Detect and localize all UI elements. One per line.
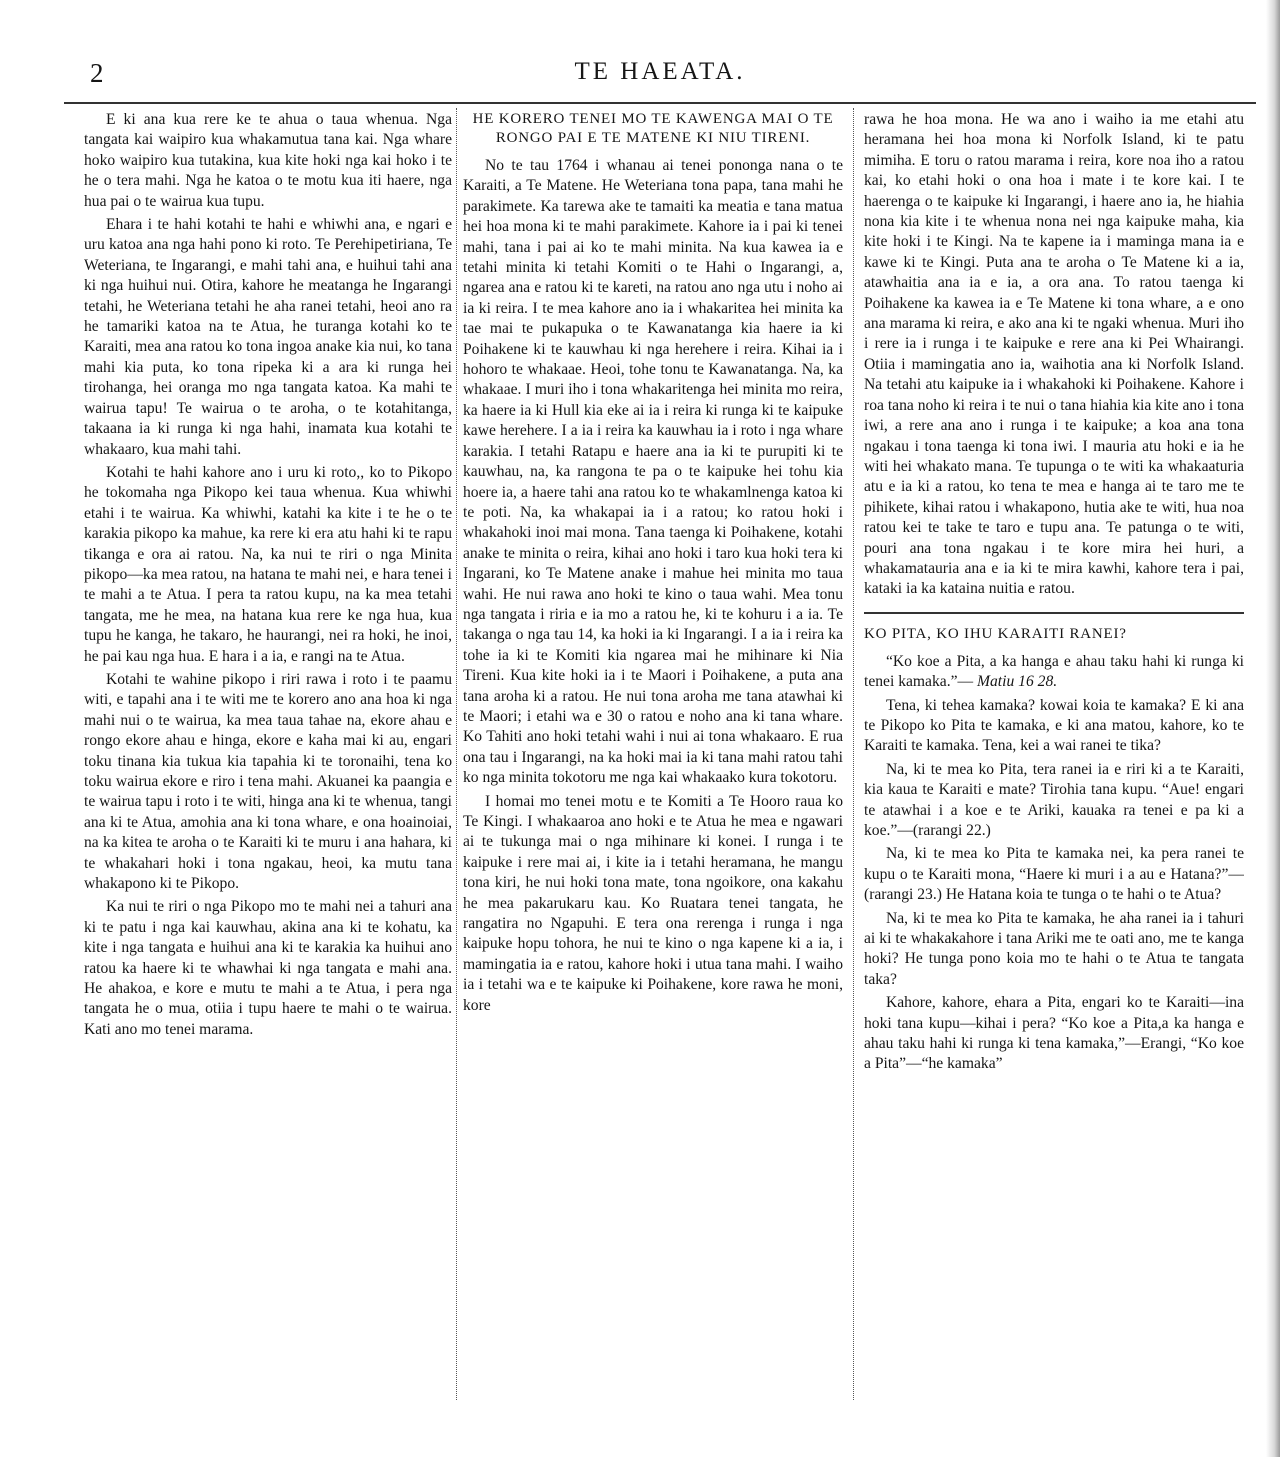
header-rule [64, 102, 1256, 104]
page-header [60, 58, 1260, 98]
article-paragraph: Na, ki te mea ko Pita, tera ranei ia e riri ki a te Karaiti, kia kaua te Karaiti e mate? Tirohia tana kupu. “Aue! engari te atawhai i a koe e te Ariki, kauaka ra tenei e pa ki a koe.”—(rarangi 22.) [864, 760, 1244, 839]
article-paragraph: Ehara i te hahi kotahi te hahi e whiwhi ana, e ngari e uru katoa ana nga hahi pono ki roto. Te Perehipetiriana, Te Weteriana, te Ingarangi, e mahi tahi ana, e huihui tahi ana ki nga huihui nui. Otira, kahore he meatanga he Ingarangi tetahi, he Weteriana tetahi he aha ranei tetahi, heoi ano ra he tamariki katoa na te Atua, he turanga kotahi ko te Karaiti, mea ana ratou ko tona ingoa anake kia nui, ko tana mahi kia puta, ko tona ripeka ki a ara ki runga hei tirohanga, hei oranga mo nga tangata katoa. Ka mahi te wairua tapu! Te wairua o te aroha, o te kotahitanga, takaana ia ki runga ki nga hahi, inamata kua kotahi te whakaaro, kua mahi tahi. [84, 216, 452, 458]
page-edge-shadow [1266, 0, 1280, 1457]
column-right [864, 110, 1244, 1410]
article-headline: HE KORERO TENEI MO TE KAWENGA MAI O TE RONGO PAI E TE MATENE KI NIU TIRENI. [472, 111, 834, 146]
article-headline: KO PITA, KO IHU KARAITI RANEI? [864, 625, 1127, 642]
column-divider [853, 108, 854, 1400]
article-paragraph: E ki ana kua rere ke te ahua o taua whenua. Nga tangata kai waipiro kua whakamutua tana kai. Nga whare hoko waipiro kua tutakina, kua kite hoki nga kai hoko i te he o tera mahi. Nga he katoa o te motu kua iti haere, nga hua pai o te wairua kua tupu. [84, 111, 452, 210]
quote-reference: Matiu 16 28. [977, 673, 1058, 691]
column-middle [463, 110, 843, 1410]
article-paragraph: Tena, ki tehea kamaka? kowai koia te kamaka? E ki ana te Pikopo ko Pita te kamaka, e ki ana matou, kahore, ko te Karaiti te kamaka. Tena, kei a wai ranei te tika? [864, 696, 1244, 755]
scripture-quote [864, 652, 1244, 693]
article-paragraph: Kotahi te wahine pikopo i riri rawa i roto i te paamu witi, e tapahi ana i te witi me te korero ano ana hoa ki nga mahi nui o te wairua, ka mea taua tahae na, ekore ahau e rongo ekore ahau e hinga, ekore e kaha mai ki au, engari toku tinana kia tukua kia tapahia ki te toronaihi, tena ko toku wairua ekore e riro i tena mahi. Akuanei ka paangia e te wairua tapu i roto i te witi, hinga ana ki te whenua, tangi ana ki te Atua, amohia ana ki tona whare, e ona hoainoiai, na ka kitea te aroha o te Karaiti ki te muru i ana hahara, ki te whakahari hoki i tona ngakau, heoi, ka mutu tana whakapono ki te Pikopo. [84, 670, 452, 893]
page-number: 2 [90, 58, 104, 88]
section-divider [864, 612, 1244, 614]
article-paragraph: I homai mo tenei motu e te Komiti a Te Hooro raua ko Te Kingi. I whakaaroa ano hoki e te Atua he mea e ngawari ai te tukunga mai o nga mihinare ki konei. I runga i te kaipuke i rere mai ai, i kite ia i tetahi heramana, he mangu tona kiri, he nui hoki tona mate, tona ngoikore, ona kakahu he mea pakarukaru kau. Ko Ruatara tenei tangata, he rangatira no Ngapuhi. E tera ona rerenga i runga i nga kaipuke hopu tohora, he nui te kino o nga kapene ki a ia, i mamingatia ia e ratou, kahore hoki i utua tana mahi. I waiho ia i tetahi wa e te kaipuke ki Poihakene, kore rawa he moni, kore [463, 792, 843, 1014]
article-paragraph: rawa he hoa mona. He wa ano i waiho ia me etahi atu heramana hei hoa mona ki Norfolk Island, ki te patu mimiha. E toru o ratou marama i reira, kore noa iho a ratou kai, ko etahi hoki o ona hoa i mate i te kore kai. I te haerenga o te kaipuke ki Ingarangi, i haere ano ia, he hiahia nona kia kite i te whenua nona nei nga kaipuke maha, kia kite hoki i te Kingi. Na te kapene ia i maminga mana ia e kawe ki te Kingi. Puta ana te aroha o Te Matene ki a ia, atawhaitia ana ia e ia, a ora ana. To ratou taenga ki Poihakene ka kawea ia e Te Matene ki tona whare, a e ono ana marama ki reira, e ako ana ki te ngaki whenua. Muri iho i rere ia i runga i te kaipuke e rere ana ki Pei Whairangi. Otiia i mamingatia ano ia, waihotia ana ki Norfolk Island. Na tetahi atu kaipuke ia i whakahoki ki Poihakene. Kahore i roa tana noho ki reira i te nui o tana hiahia kia kite ano i tona iwi, a rere ana ano i runga i te kaipuke; a koa ana tona ngakau i tona taenga ki tona iwi. I mauria atu hoki e ia he witi hei whakato mana. Te tupunga o te witi ka whakaaturia atu e ia ki a ratou, ko tena te mea e hanga ai te taro me te pihikete, kihai ratou i whakapono, hutia ake te witi, hua noa ratou kei te take te taro e tupu ana. Te patunga o te witi, pouri ana tona ngakau i te kore mira hei huri, a whakamatauria ana e ia ki te mira kawhi, kahore tera i pai, kataki ia ka kataina nuitia e ratou. [864, 111, 1244, 598]
column-divider [456, 108, 457, 1400]
article-paragraph: No te tau 1764 i whanau ai tenei pononga nana o te Karaiti, a Te Matene. He Weteriana tona papa, tana mahi he parakimete. Ka tarewa ake te tamaiti ka meatia e tana matua hei hoa mona ki te mahi parakimete. Kahore ia i pai ki tenei mahi, tana i pai ai ko te mahi minita. Na kua kawea ia e tetahi minita ki tetahi Komiti o te Hahi o Ingarangi, a, ngarea ana e ratou ki te kareti, na ratou ano nga utu i noho ai ia ki reira. I te mea kahore ano ia i whakaritea hei minita ka tae mai te pukapuka o te Kawanatanga kia haere ia ki Poihakene ki te kauwhau ki nga herehere i reira. Kihai ia i hohoro te whakaae. Heoi, tohe tonu te Kawanatanga. Na, ka whakaae. I muri iho i tona whakaritenga hei minita mo reira, ka haere ia ki Hull kia eke ai ia i reira ki runga ki te kaipuke kawe herehere. I a ia i reira ka kauwhau ia i roto i nga whare karakia. I tetahi Ratapu e haere ana ia ki te purupiti ki te kauwhau, na, ka rangona te pa o te kaipuke hei tohu kia hoere ia, a haere tahi ana ratou ko te whakamlnenga katoa ki te poti. Na, ka whakapai ia i a ratou; ko ratou hoki i whakahoki inoi mai mona. Tana taenga ki Poihakene, kotahi anake te minita o reira, kihai ano hoki i taro kua hoki tera ki Ingarani, ko Te Matene anake i mahue hei minita mo taua wahi. He nui rawa ano hoki te kino o taua wahi. Mea tonu nga tangata i riria e ia mo a ratou he, ki te kohuru i a ia. Te takanga o nga tau 14, ka hoki ia ki Ingarangi. I a ia i reira ka tohe ia ki te Komiti kia ngarea mai he mihinare ki Nia Tireni. Kua kite hoki ia i te Maori i Poihakene, a puta ana tana aroha ki a ratou. He nui tona aroha me tana atawhai ki te Maori; i etahi wa e 30 o ratou e noho ana ki tana whare. Ko Tahiti ano hoki tetahi wahi i nui ai tona whakaaro. E rua ona tau i Ingarangi, na ka hoki mai ia ki tana mahi ratou tahi ko nga minita tokotoru me nga kai whakaako kura tokotoru. [463, 157, 843, 787]
column-left [84, 110, 452, 1410]
article-paragraph: Ka nui te riri o nga Pikopo mo te mahi nei a tahuri ana ki te patu i nga kai kauwhau, akina ana ki te kohatu, ka kite i nga tangata e huihui ana ki te karakia ka huihui ano ratou ka haere ki te whawhai ki nga tangata e mahi ana. He ahakoa, e kore e mutu te mahi a te Atua, i pera nga tangata he o mua, otiia i tupu haere te mahi o te wairua. Kati ano mo tenei marama. [84, 898, 452, 1038]
article-paragraph: Na, ki te mea ko Pita te kamaka, he aha ranei ia i tahuri ai ki te whakakahore i tana Ariki me te oati ano, me te kanga hoki? He tunga pono koia mo te hahi o te Atua te tangata taka? [864, 909, 1244, 988]
article-paragraph: Kotahi te hahi kahore ano i uru ki roto,, ko to Pikopo he tokomaha nga Pikopo kei taua whenua. Kua whiwhi etahi i te wairua. Ka whiwhi, katahi ka kite i te he o te karakia pikopo ka mahue, ka rere ki era atu hahi ki te rapu tikanga e ora ai ratou. Na, ka nui te riri o nga Minita pikopo—ka mea ratou, na hatana te mahi nei, e hara tenei i te mahi a te Atua. I pera ta ratou kupu, na ka mea tetahi tangata, me he mea, na hatana kua rere ke nga hua, kua tupu he kanga, he takaro, he haurangi, nei ra hoki, he inoi, he pai kau nga hua. E hara i a ia, e rangi na te Atua. [84, 463, 452, 665]
quote-text: “Ko koe a Pita, a ka hanga e ahau taku hahi ki runga ki tenei kamaka.”— [864, 652, 1244, 691]
article-paragraph: Kahore, kahore, ehara a Pita, engari ko te Karaiti—ina hoki tana kupu—kihai i pera? “Ko koe a Pita,a ka hanga e ahau taku hahi ki runga ki tena kamaka,”—Erangi, “Ko koe a Pita”—“he kamaka” [864, 994, 1244, 1073]
masthead-title: TE HAEATA. [574, 58, 746, 85]
article-paragraph: Na, ki te mea ko Pita te kamaka nei, ka pera ranei te kupu o te Karaiti mona, “Haere ki muri i a au e Hatana?”—(rarangi 23.) He Hatana koia te tunga o te hahi o te Atua? [864, 845, 1244, 904]
